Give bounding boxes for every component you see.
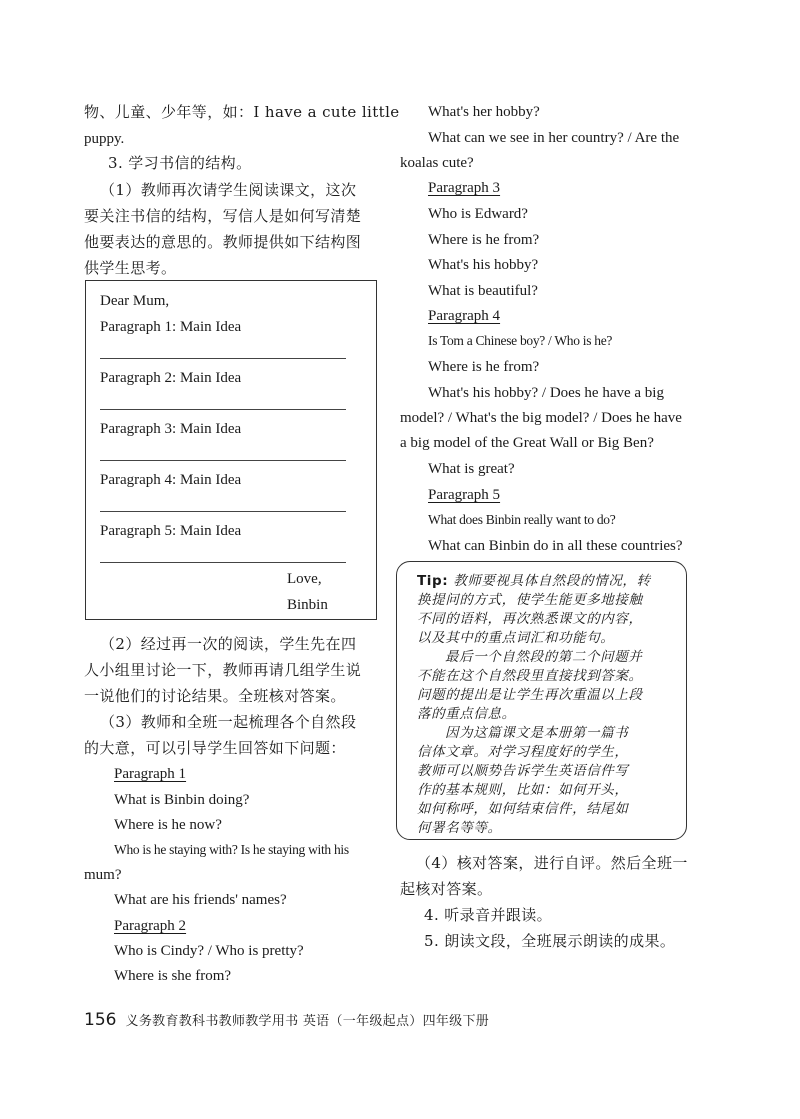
body-text: 的大意，可以引导学生回答如下问题： xyxy=(84,739,346,757)
question: Where is he now? xyxy=(114,817,222,833)
letter-paragraph-label: Paragraph 2: Main Idea xyxy=(100,370,242,386)
tip-text: 教师要视具体自然段的情况，转 xyxy=(453,573,651,589)
answer-line xyxy=(100,460,346,461)
tip-line: 不同的语料，再次熟悉课文的内容， xyxy=(417,611,643,627)
body-text: （1）教师再次请学生阅读课文，这次 xyxy=(100,181,357,199)
question: Who is Edward? xyxy=(428,206,528,222)
paragraph-heading: Paragraph 5 xyxy=(428,487,501,503)
question: What are his friends' names? xyxy=(114,892,287,908)
tip-line: 不能在这个自然段里直接找到答案。 xyxy=(417,668,643,684)
question: What is Binbin doing? xyxy=(114,792,250,808)
letter-signature: Binbin xyxy=(287,597,328,613)
tip-line: 如何称呼，如何结束信件，结尾如 xyxy=(417,801,629,817)
tip-line: 教师可以顺势告诉学生英语信件写 xyxy=(417,763,629,779)
letter-paragraph-label: Paragraph 1: Main Idea xyxy=(100,319,242,335)
letter-structure-diagram xyxy=(85,280,377,620)
question: What does Binbin really want to do? xyxy=(428,512,616,527)
body-text: （3）教师和全班一起梳理各个自然段 xyxy=(100,713,357,731)
letter-paragraph-label: Paragraph 3: Main Idea xyxy=(100,421,242,437)
tip-line: 信体文章。对学习程度好的学生， xyxy=(417,744,629,760)
question: model? / What's the big model? / Does he have xyxy=(400,410,682,426)
body-text: 他要表达的意思的。教师提供如下结构图 xyxy=(84,233,362,251)
question: Who is he staying with? Is he staying with his xyxy=(114,842,349,857)
tip-line: 何署名等等。 xyxy=(417,820,502,836)
tip-callout xyxy=(396,561,687,840)
section-heading: 3. 学习书信的结构。 xyxy=(108,154,252,172)
tip-line: 落的重点信息。 xyxy=(417,706,516,722)
body-text: 人小组里讨论一下，教师再请几组学生说 xyxy=(84,661,362,679)
paragraph-heading: Paragraph 2 xyxy=(114,918,187,934)
question: What is beautiful? xyxy=(428,283,538,299)
paragraph-heading: Paragraph 3 xyxy=(428,180,501,196)
letter-greeting: Dear Mum, xyxy=(100,293,170,309)
question: Where is he from? xyxy=(428,359,540,375)
question: What's her hobby? xyxy=(428,104,540,120)
page-footer xyxy=(84,1010,489,1030)
body-text: （2）经过再一次的阅读，学生先在四 xyxy=(100,635,357,653)
question: What's his hobby? xyxy=(428,257,539,273)
question: What can we see in her country? / Are the xyxy=(428,130,680,146)
body-text: 供学生思考。 xyxy=(84,259,177,277)
question: koalas cute? xyxy=(400,155,474,171)
letter-paragraph-label: Paragraph 4: Main Idea xyxy=(100,472,242,488)
question: Who is Cindy? / Who is pretty? xyxy=(114,943,304,959)
paragraph-heading: Paragraph 4 xyxy=(428,308,501,324)
tip-line xyxy=(417,572,651,591)
body-text: 起核对答案。 xyxy=(400,880,493,898)
tip-line: 作的基本规则，比如：如何开头， xyxy=(417,782,629,798)
question: Is Tom a Chinese boy? / Who is he? xyxy=(428,333,613,348)
tip-line: 因为这篇课文是本册第一篇书 xyxy=(445,725,629,741)
body-text: 要关注书信的结构，写信人是如何写清楚 xyxy=(84,207,362,225)
answer-line xyxy=(100,358,346,359)
book-title: 义务教育教科书教师教学用书 英语（一年级起点）四年级下册 xyxy=(125,1014,490,1029)
answer-line xyxy=(100,562,346,563)
letter-closing: Love, xyxy=(287,571,322,587)
body-text: puppy. xyxy=(84,131,125,147)
section-heading: 5. 朗读文段，全班展示朗读的成果。 xyxy=(424,932,676,950)
question: What is great? xyxy=(428,461,515,477)
question: Where is she from? xyxy=(114,968,232,984)
body-text: 一说他们的讨论结果。全班核对答案。 xyxy=(84,687,346,705)
body-text: （4）核对答案，进行自评。然后全班一 xyxy=(416,854,688,872)
tip-line: 以及其中的重点词汇和功能句。 xyxy=(417,630,615,646)
question: What's his hobby? / Does he have a big xyxy=(428,385,664,401)
letter-paragraph-label: Paragraph 5: Main Idea xyxy=(100,523,242,539)
paragraph-heading: Paragraph 1 xyxy=(114,766,187,782)
section-heading: 4. 听录音并跟读。 xyxy=(424,906,553,924)
tip-line: 问题的提出是让学生再次重温以上段 xyxy=(417,687,643,703)
question: Where is he from? xyxy=(428,232,540,248)
answer-line xyxy=(100,409,346,410)
question: mum? xyxy=(84,867,122,883)
answer-line xyxy=(100,511,346,512)
tip-line: 换提问的方式，使学生能更多地接触 xyxy=(417,592,643,608)
tip-line: 最后一个自然段的第二个问题并 xyxy=(445,649,643,665)
page-number: 156 xyxy=(84,1010,117,1030)
tip-label: Tip: xyxy=(417,573,449,589)
question: What can Binbin do in all these countries? xyxy=(428,538,683,554)
question: a big model of the Great Wall or Big Ben? xyxy=(400,435,654,451)
body-text: 物、儿童、少年等，如：I have a cute little xyxy=(84,103,400,121)
